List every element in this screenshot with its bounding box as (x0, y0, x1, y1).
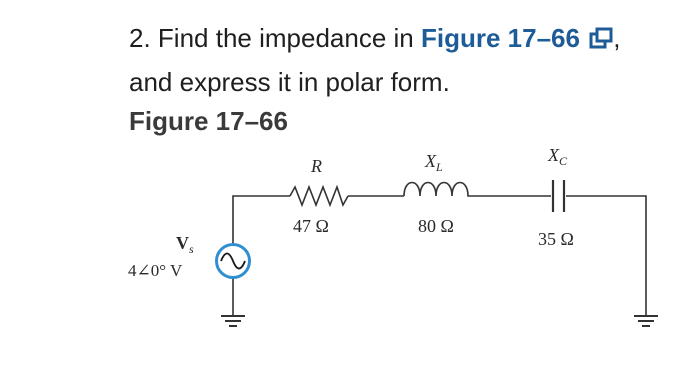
inductor-value: 80 Ω (418, 216, 454, 236)
ground-symbol-left (221, 316, 245, 326)
ac-source-symbol (217, 245, 250, 278)
question-prompt-end: , and express it in polar form. (129, 23, 621, 97)
resistor-symbol (290, 187, 348, 205)
question-prompt-start: Find the impedance in (157, 23, 414, 53)
source-label: $V_s$ (176, 233, 194, 256)
resistor-label: R (311, 156, 322, 176)
inductor-label: $X_L$ (425, 151, 443, 174)
capacitor-value: 35 Ω (538, 229, 574, 249)
capacitor-label: $X_C$ (548, 145, 568, 168)
figure-link[interactable]: Figure 17–66 (420, 23, 580, 53)
resistor-value: 47 Ω (293, 216, 329, 236)
inductor-symbol (404, 183, 472, 197)
ground-symbol-right (634, 316, 658, 326)
circuit-wires (233, 196, 646, 316)
figure-title: Figure 17–66 (129, 106, 288, 136)
source-value: 4∠0° V (128, 261, 183, 280)
capacitor-symbol (553, 180, 564, 212)
question-number: 2. (129, 23, 151, 53)
